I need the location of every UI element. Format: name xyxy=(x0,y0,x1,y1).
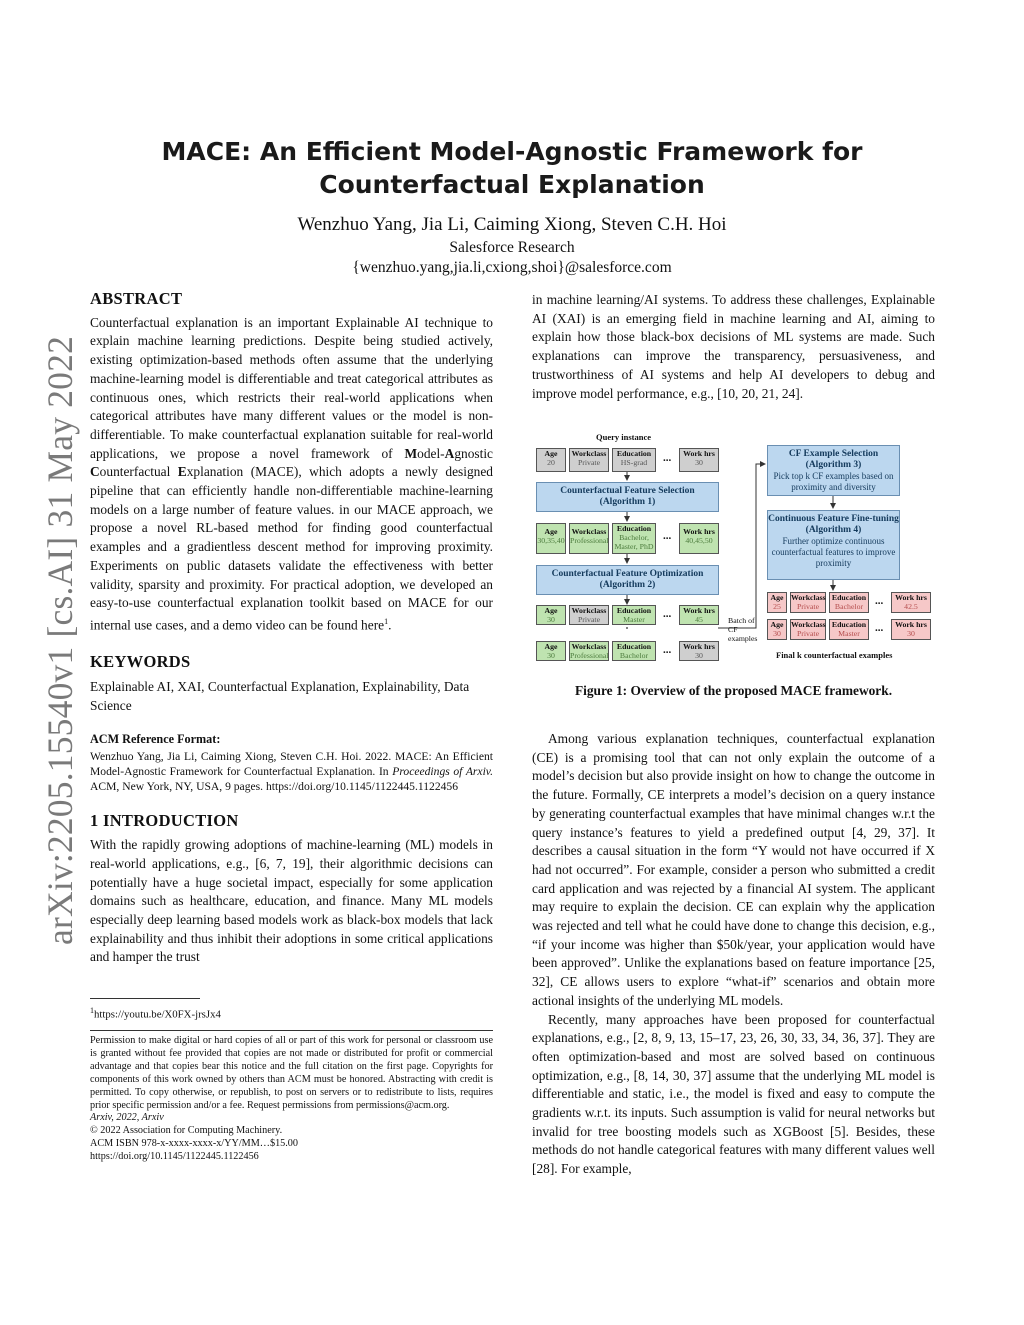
right-column-bottom xyxy=(532,730,935,1179)
cand-education-cell: Education Bachelor, Master, PhD xyxy=(612,523,656,554)
continuous-fine-tuning-box: Continuous Feature Fine-tuning (Algorithm 4) Further optimize continuous counterfactual features to improve proximity xyxy=(767,510,900,580)
copyright: © 2022 Association for Computing Machinery. xyxy=(90,1125,283,1137)
batch1-dots: ... xyxy=(663,608,672,620)
final-examples-label: Final k counterfactual examples xyxy=(776,650,893,660)
cand-workhrs-cell: Work hrs 40,45,50 xyxy=(679,523,719,554)
footnote: $^1$https://youtu.be/X0FX-jrsJx4 xyxy=(90,998,493,1024)
arxiv-stamp: arXiv:2205.15540v1 [cs.AI] 31 May 2022 xyxy=(40,335,80,945)
right-paragraph-1: Among various explanation techniques, counterfactual explanation (CE) is a promising tool that can not only explain the outcome of a model’s decision but also provide insight on how to change the outcome in the future. Formally, CE interprets a model’s decision on a query instance by generating counterfactual examples that have minimal changes w.r.t the query instance’s features to yield a predefined output [4, 29, 37]. It describes a causal situation in the form “Y would not have occurred if X had not occurred”. For example, consider a person who submitted a credit card application and was rejected by a financial AI system. The applicant may require to explain the decision. CE can explain why the application was rejected and tell what he could have done to change this decision, e.g., “if your income was higher than $50k/year, your application would have been approved”. Unlike the explanations based on feature importance [25, 32], CE allows users to explore “what-if” scenarios and obtain more actional insights of the underlying ML models. xyxy=(532,731,935,1008)
batch1-education-cell: Education Master xyxy=(612,605,656,625)
final2-dots: ... xyxy=(875,622,884,634)
query-workhrs-cell: Work hrs 30 xyxy=(679,448,719,472)
authors: Wenzhuo Yang, Jia Li, Caiming Xiong, Steven C.H. Hoi xyxy=(297,214,727,235)
query-workclass-cell: Workclass Private xyxy=(569,448,609,472)
acm-ref-text: Wenzhuo Yang, Jia Li, Caiming Xiong, Steven C.H. Hoi. 2022. MACE: An Efficient Model-Agnostic Framework for Counterfactual Explanation. In Proceedings of Arxiv. ACM, New York, NY, USA, 9 pages. https://doi.org/10.1145/1122445.1122456 xyxy=(90,749,493,794)
batch-cf-label: Batch of CF examples xyxy=(728,616,758,643)
affiliation: Salesforce Research xyxy=(449,239,575,256)
cf-feature-selection-box: Counterfactual Feature Selection (Algorithm 1) xyxy=(536,482,719,512)
query-instance-label: Query instance xyxy=(596,432,652,442)
paper-title xyxy=(120,135,904,201)
final1-workhrs-cell: Work hrs 42.5 xyxy=(891,592,931,613)
intro-text: With the rapidly growing adoptions of machine-learning (ML) models in real-world applications, e.g., [6, 7, 19], their algorithmic decisions can potentially have a huge societal impact, especially for some application domains such as healthcare, education, and finance. Many ML models especially deep learning based models work as black-box models that lack explainability and thus inhibit their adoptions in some critical applications and hamper the trust xyxy=(90,837,493,965)
query-dots: ... xyxy=(663,452,672,464)
batch1-workhrs-cell: Work hrs 45 xyxy=(679,605,719,625)
permission-rule xyxy=(90,1030,493,1031)
query-education-cell: Education HS-grad xyxy=(612,448,656,472)
permission-text: Permission to make digital or hard copies of all or part of this work for personal or classroom use is granted without fee provided that copies are not made or distributed for profit or commercial advantage and that copies bear this notice and the full citation on the first page. Copyrights for components of this work owned by others than ACM must be honored. Abstracting with credit is permitted. To copy otherwise, or republish, to post on servers or to redistribute to lists, requires prior specific permission and/or a fee. Request permissions from permissions@acm.org. xyxy=(90,1035,493,1111)
right-paragraph-2: Recently, many approaches have been proposed for counterfactual explanations, e.g., [2, 8, 9, 13, 15–17, 23, 26, 30, 33, 34, 36, 37]. They are often optimization-based and most are solved based on continuous optimization, e.g., [8, 14, 30, 37] assume that the underlying ML model is differentiable and static, i.e., the model is fixed and easy to compute the gradients w.r.t. its inputs. Such assumption is valid for neural networks but invalid for tree boosting models such as XGBoost [5]. Besides, these methods do not handle categorical features with many different values well [28]. For example, xyxy=(532,1011,935,1177)
isbn: ACM ISBN 978-x-xxxx-xxxx-x/YY/MM…$15.00 xyxy=(90,1138,298,1150)
abstract-text: Counterfactual explanation is an important Explainable AI technique to explain machine learning predictions. Despite being studied actively, existing optimization-based methods often assume that the underlying machine-learning model is differentiable and treat categorical attributes as continuous ones, which restricts their real-world applications when categorical attributes have many different values or the model is non-differentiable. To make counterfactual explanation suitable for real-world applications, we propose a novel framework of Model-Agnostic Counterfactual Explanation (MACE), which adopts a newly designed pipeline that can efficiently handle non-differentiable machine-learning models on a large number of feature values. in our MACE approach, we propose a novel RL-based method for finding good counterfactual examples and a gradientless descent method for improving proximity. Experiments on public datasets validate the effectiveness with better validity, sparsity and proximity. For practical adoption, we developed an easy-to-use counterfactual explanation toolkit based on MACE for our internal use cases, and a demo video can be found here$^1$. xyxy=(90,314,493,633)
figure-caption: Figure 1: Overview of the proposed MACE framework. xyxy=(574,683,893,698)
final2-workhrs-cell: Work hrs 30 xyxy=(891,619,931,640)
cf-feature-optimization-box: Counterfactual Feature Optimization (Algorithm 2) xyxy=(536,565,719,595)
final1-age-cell: Age 25 xyxy=(767,592,787,613)
final1-education-cell: Education Bachelor xyxy=(829,592,869,613)
keywords-heading: KEYWORDS xyxy=(90,652,191,672)
batch2-workhrs-cell: Work hrs 30 xyxy=(679,641,719,661)
cf-example-selection-box: CF Example Selection (Algorithm 3) Pick top k CF examples based on proximity and diversity xyxy=(767,445,900,496)
email: {wenzhuo.yang,jia.li,cxiong,shoi}@salesforce.com xyxy=(352,259,672,276)
final1-workclass-cell: Workclass Private xyxy=(791,593,826,611)
intro-heading: 1 INTRODUCTION xyxy=(90,810,239,830)
batch2-age-cell: Age 30 xyxy=(536,641,566,661)
right-column-top: in machine learning/AI systems. To address these challenges, Explainable AI (XAI) is an emerging field in machine learning and AI, aiming to explain how those black-box decisions of ML systems are made. Such explanations can improve the transparency, persuasiveness, and trustworthiness of AI systems and help AI developers to debug and improve model performance, e.g., [10, 20, 21, 24]. xyxy=(532,292,935,401)
batch2-dots: ... xyxy=(663,644,672,656)
title-line-2: Counterfactual Explanation xyxy=(319,170,705,199)
cand-dots: ... xyxy=(663,530,672,542)
batch1-age-cell: Age 30 xyxy=(536,605,566,625)
permission-block xyxy=(90,1030,493,1164)
acm-ref-heading: ACM Reference Format: xyxy=(90,732,221,747)
final1-dots: ... xyxy=(875,595,884,607)
title-line-1: MACE: An Efficient Model-Agnostic Framework for xyxy=(161,137,863,166)
query-age-cell: Age 20 xyxy=(536,448,566,472)
final2-workclass-cell: Workclass Private xyxy=(791,620,826,638)
doi-link[interactable]: https://doi.org/10.1145/1122445.1122456 xyxy=(90,1151,259,1163)
cand-age-cell: Age 30,35,40 xyxy=(536,523,566,554)
left-column xyxy=(90,290,493,967)
keywords-text: Explainable AI, XAI, Counterfactual Explanation, Explainability, Data Science xyxy=(90,678,470,713)
footnote-rule xyxy=(90,998,200,999)
abstract-heading: ABSTRACT xyxy=(90,289,183,308)
batch1-workclass-cell: Workclass Private xyxy=(569,605,609,625)
footnote-link[interactable]: https://youtu.be/X0FX-jrsJx4 xyxy=(94,1008,221,1021)
batch2-workclass-cell: Workclass Professional xyxy=(570,642,609,660)
permission-venue: Arxiv, 2022, Arxiv xyxy=(90,1112,164,1124)
figure-1 xyxy=(532,428,935,668)
final2-education-cell: Education Master xyxy=(829,619,869,640)
cand-workclass-cell: Workclass Professional xyxy=(569,523,609,554)
final2-age-cell: Age 30 xyxy=(767,619,787,640)
batch2-education-cell: Education Bachelor xyxy=(612,641,656,661)
